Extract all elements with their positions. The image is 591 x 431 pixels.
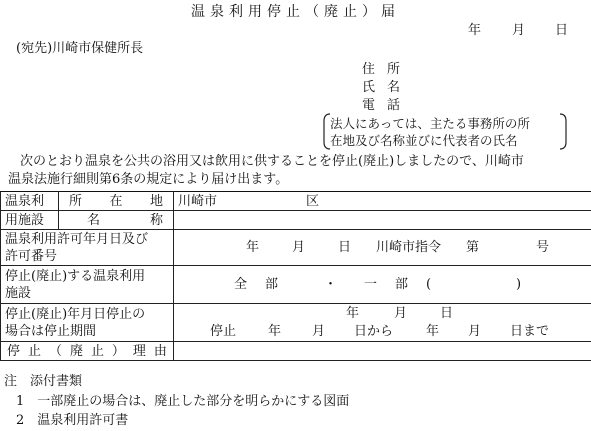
corporate-note-line-1: 法人にあっては、主たる事務所の所 <box>330 116 530 131</box>
date-month: 月 <box>512 23 526 38</box>
permit-value <box>174 230 591 266</box>
stopped-facility-value <box>174 266 591 304</box>
table-row <box>1 230 591 266</box>
table-row <box>1 211 591 230</box>
option-partial-close: ) <box>516 277 522 292</box>
permit-no-prefix: 第 <box>466 240 480 255</box>
to-month: 月 <box>468 324 482 339</box>
period-label-line-1: 停止(廃止)年月日停止の <box>5 306 146 322</box>
to-year: 年 <box>426 324 440 339</box>
applicant-address-label: 住所 <box>362 62 413 77</box>
body-text-line-1: 次のとおり温泉を公共の浴用又は飲用に供することを停止(廃止)しましたので、川崎市 <box>20 154 524 169</box>
date-day: 日 <box>555 23 569 38</box>
permit-year: 年 <box>246 240 260 255</box>
addressee: (宛先)川崎市保健所長 <box>16 41 144 56</box>
option-partial[interactable]: 一部( <box>364 277 450 292</box>
location-value <box>174 192 591 211</box>
permit-no-suffix: 号 <box>536 240 550 255</box>
date-year: 年 <box>468 23 482 38</box>
reason-label: 停 止 （ 廃 止 ） 理 由 <box>1 342 174 361</box>
permit-month: 月 <box>292 240 306 255</box>
notes-item-1: 1 一部廃止の場合は、廃止した部分を明らかにする図面 <box>16 394 350 409</box>
facility-label-2: 用施設 <box>1 211 59 230</box>
applicant-name-label: 氏名 <box>362 80 413 95</box>
permit-label-line-1: 温泉利用許可年月日及び <box>5 231 149 247</box>
notes-heading: 注 添付書類 <box>4 374 83 389</box>
stopped-facility-label-line-2: 施設 <box>5 285 32 301</box>
permit-directive: 川崎市指令 <box>376 240 442 255</box>
option-all[interactable]: 全部 <box>234 277 297 292</box>
table-row <box>1 304 591 342</box>
period-value <box>174 304 591 342</box>
location-ward: 区 <box>306 194 320 209</box>
form-title: 温泉利用停止（廃止）届 <box>191 4 400 20</box>
permit-day: 日 <box>338 240 352 255</box>
period-day: 日 <box>440 306 454 321</box>
stopped-facility-label-line-1: 停止(廃止)する温泉利用 <box>5 268 146 284</box>
permit-label-line-2: 許可番号 <box>5 248 58 264</box>
period-month: 月 <box>394 306 408 321</box>
applicant-phone-label: 電話 <box>362 98 413 113</box>
stopped-facility-label <box>1 266 174 304</box>
reason-value[interactable] <box>174 342 591 361</box>
stop-label: 停止 <box>210 324 237 339</box>
period-label <box>1 304 174 342</box>
period-label-line-2: 場合は停止期間 <box>5 323 97 339</box>
table-row <box>1 342 591 361</box>
location-city: 川崎市 <box>178 193 218 209</box>
permit-label <box>1 230 174 266</box>
facility-label-1: 温泉利 <box>1 192 59 211</box>
to-day: 日まで <box>510 324 550 339</box>
body-text-line-2: 温泉法施行細則第6条の規定により届け出ます。 <box>8 172 289 187</box>
name-value[interactable] <box>174 211 591 230</box>
corporate-note-line-2: 在地及び名称並びに代表者の氏名 <box>330 133 518 148</box>
notes-item-2: 2 温泉利用許可書 <box>16 413 129 428</box>
name-label: 名 称 <box>59 211 174 230</box>
table-row <box>1 192 591 211</box>
notification-table <box>0 191 591 361</box>
table-row <box>1 266 591 304</box>
option-separator: ・ <box>324 277 338 292</box>
from-month: 月 <box>312 324 326 339</box>
from-day: 日から <box>354 324 394 339</box>
period-year: 年 <box>346 306 360 321</box>
location-label: 所 在 地 <box>59 192 174 211</box>
from-year: 年 <box>268 324 282 339</box>
